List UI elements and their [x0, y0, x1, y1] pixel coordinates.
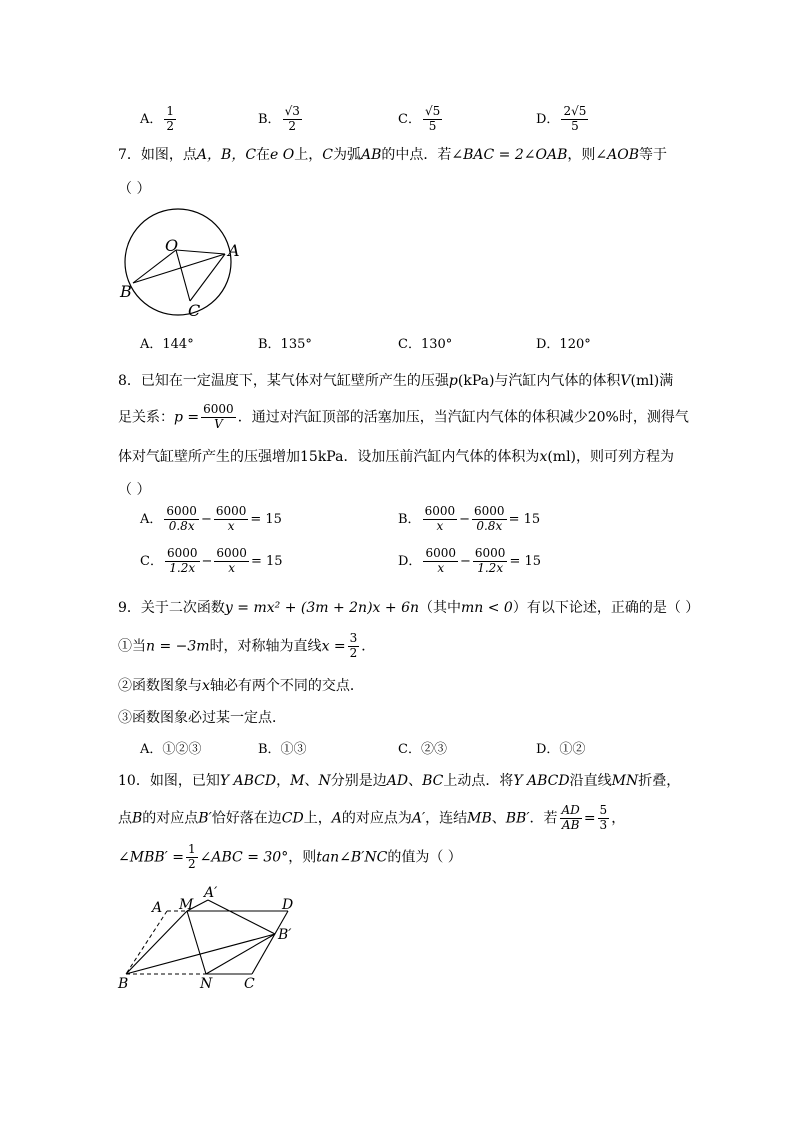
q8-line-1: 8．已知在一定温度下，某气体对气缸壁所产生的压强p(kPa)与汽缸内气体的体积V(ml)满: [118, 373, 674, 389]
label-c: C: [188, 301, 201, 320]
q9-stem: 9．关于二次函数y = mx² + (3m + 2n)x + 6n（其中mn < 0）有以下论述，正确的是（ ）: [118, 600, 700, 616]
label-c: C: [244, 976, 255, 992]
q7-option-a: A．144°: [140, 337, 194, 352]
label-a-prime: A′: [204, 885, 218, 901]
q6-option-b: B． $\frac{√3}{2}$: [258, 104, 300, 133]
label-a: A: [152, 900, 163, 916]
q9-option-b: B．①③: [258, 742, 307, 757]
segment-oc: [176, 250, 190, 301]
q9-option-d: D．①②: [536, 742, 586, 757]
q8-answer-blank: （ ）: [118, 482, 151, 498]
label-a: A: [228, 241, 240, 260]
q9-option-c: C．②③: [398, 742, 447, 757]
q10-line-1: 10．如图，已知Y ABCD，M、N分别是边AD、BC上动点．将Y ABCD沿直线MN折叠，: [118, 773, 681, 789]
q8-line-2: 足关系：p = $\frac{6000}{V}$ ．通过对汽缸顶部的活塞加压，当汽缸内气体的体积减少20%时，测得气: [118, 402, 689, 431]
q10-parallelogram-figure: [112, 880, 312, 995]
q9-option-a: A．①②③: [140, 742, 202, 757]
segment-ab: [133, 254, 225, 283]
q10-line-3: ∠MBB′ = $\frac{1}{2}$ ∠ABC = 30°，则tan∠B′NC的值为（ ）: [118, 842, 462, 871]
label-m: M: [179, 897, 194, 913]
segment-mb: [126, 911, 187, 974]
label-o: O: [165, 236, 179, 255]
q9-statement-1: ①当n = −3m时，对称轴为直线x = $\frac{3}{2}$ ．: [118, 631, 376, 660]
q10-line-2: 点B的对应点B′恰好落在边CD上，A的对应点为A′，连结MB、BB′．若 $\frac{AD}{AB}$ = $\frac{5}{3}$ ，: [118, 803, 626, 832]
label-b: B: [120, 282, 132, 301]
circle-o: [125, 209, 231, 315]
q7-option-b: B．135°: [258, 337, 312, 352]
label-b-prime: B′: [278, 927, 292, 943]
q7-option-c: C．130°: [398, 337, 453, 352]
label-d: D: [282, 897, 294, 913]
segment-b1n: [206, 934, 275, 974]
q6-option-a: A． $\frac{1}{2}$: [140, 104, 175, 133]
segment-oa: [176, 250, 225, 254]
segment-mn: [187, 911, 206, 974]
q7-circle-figure: [112, 205, 252, 325]
label-n: N: [200, 976, 213, 992]
q7-answer-blank: （ ）: [118, 181, 151, 197]
q7-stem: 7．如图，点A，B，C在e O上，C为弧AB的中点．若∠BAC = 2∠OAB，则∠AOB等于: [118, 147, 667, 163]
q6-option-d: D． $\frac{2√5}{5}$: [536, 104, 587, 133]
q6-option-c: C． $\frac{√5}{5}$: [398, 104, 441, 133]
q8-option-c: C． $\frac{6000}{1.2x}$ − $\frac{6000}{x}$ = 15: [140, 546, 283, 575]
q8-line-3: 体对气缸壁所产生的压强增加15kPa．设加压前汽缸内气体的体积为x(ml)，则可列方程为: [118, 449, 675, 465]
q8-option-b: B． $\frac{6000}{x}$ − $\frac{6000}{0.8x}$ = 15: [398, 504, 541, 533]
q8-option-a: A． $\frac{6000}{0.8x}$ − $\frac{6000}{x}$ = 15: [140, 504, 282, 533]
q9-statement-3: ③函数图象必过某一定点．: [118, 710, 286, 726]
segment-bb1: [126, 934, 275, 974]
q8-option-d: D． $\frac{6000}{x}$ − $\frac{6000}{1.2x}$ = 15: [398, 546, 542, 575]
label-b: B: [118, 976, 129, 992]
q7-option-d: D．120°: [536, 337, 591, 352]
q9-statement-2: ②函数图象与x轴必有两个不同的交点．: [118, 678, 364, 694]
segment-a1b1: [208, 900, 275, 934]
